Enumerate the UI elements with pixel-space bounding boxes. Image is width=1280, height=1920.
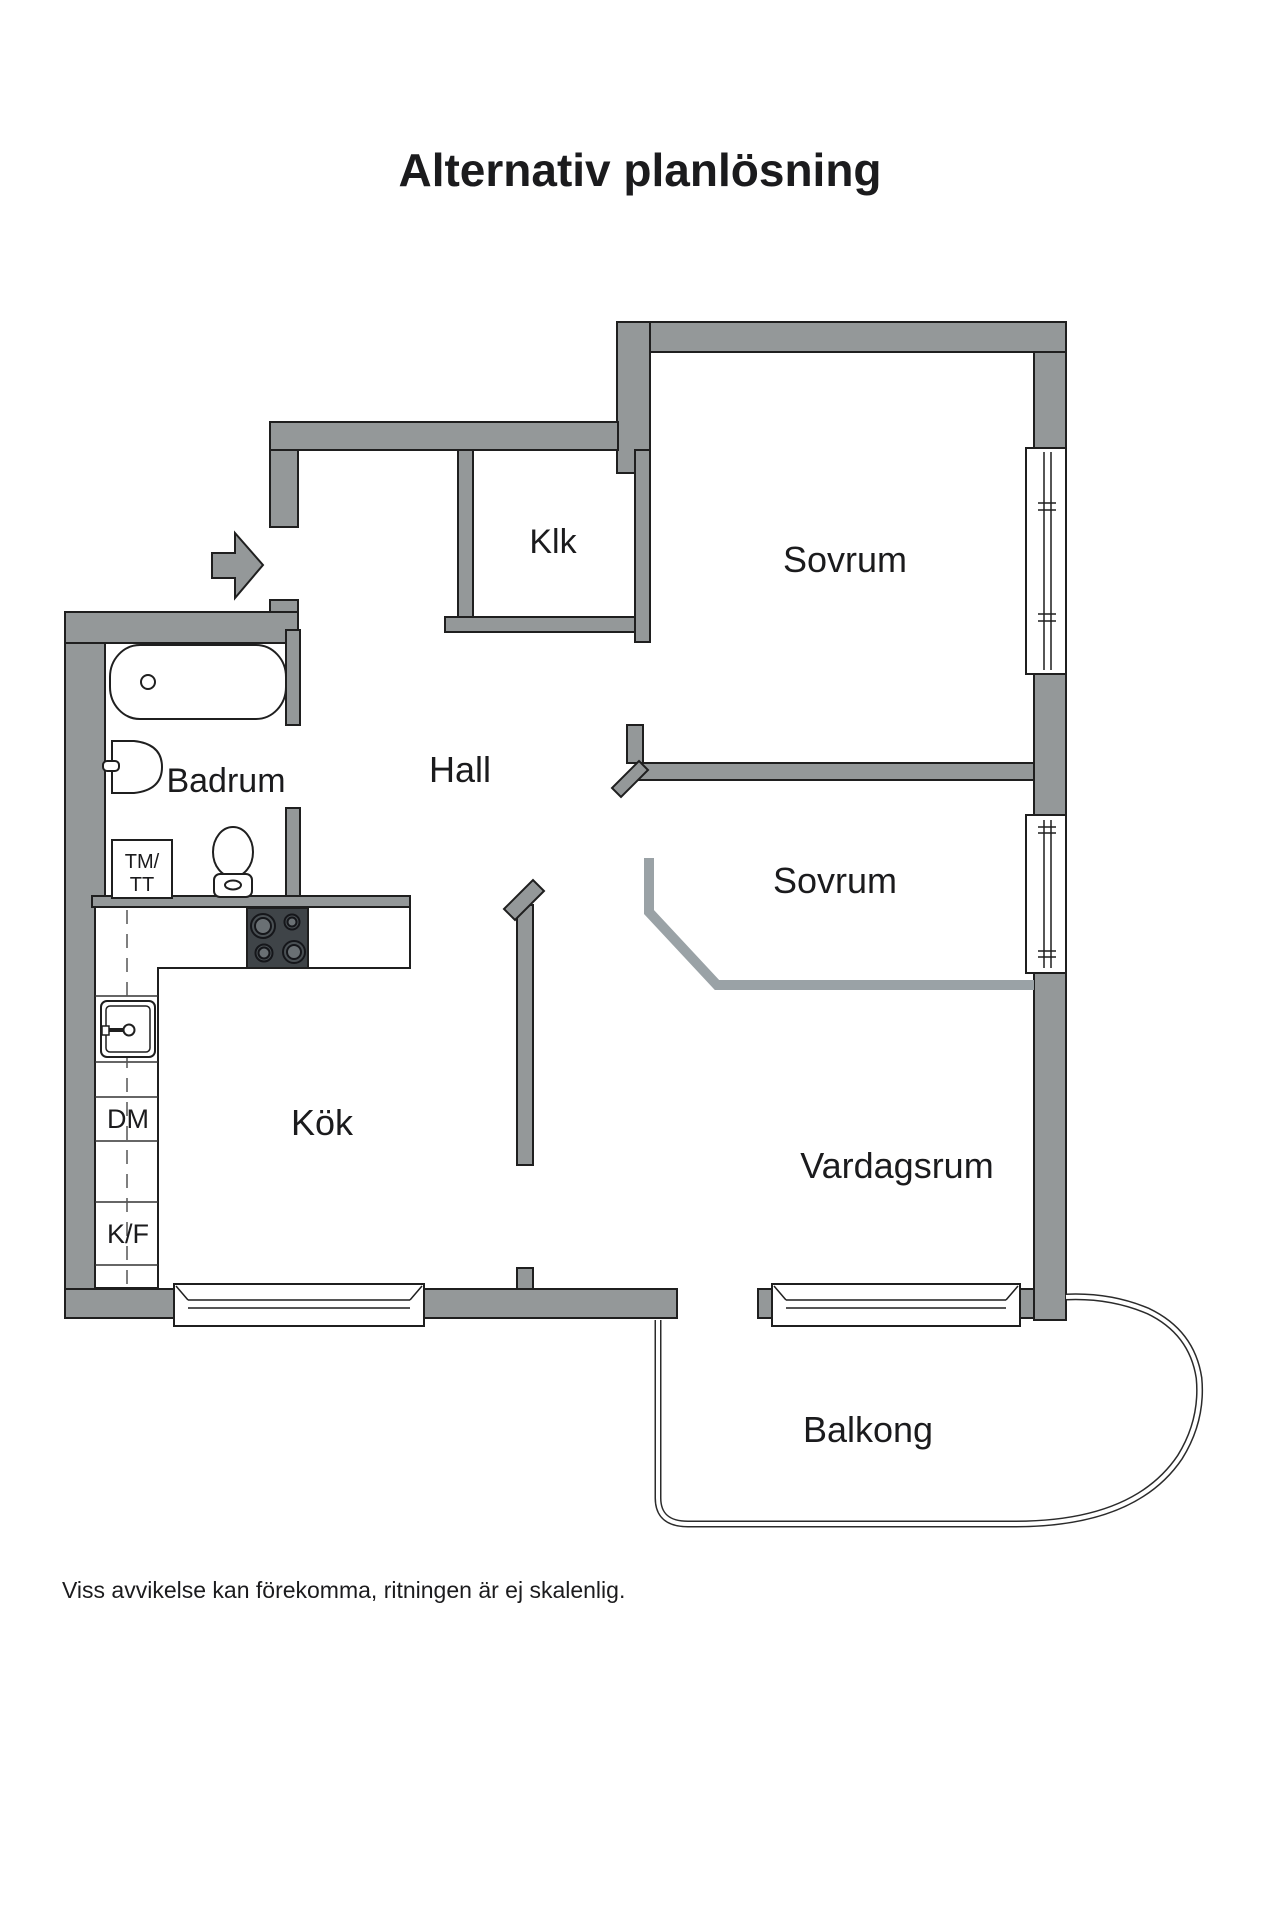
- disclaimer-text: Viss avvikelse kan förekomma, ritningen är ej skalenlig.: [62, 1577, 626, 1603]
- wall-klk-bottom: [445, 617, 650, 632]
- entry-arrow-icon: [212, 533, 263, 598]
- wall-bottom-left: [65, 1289, 177, 1318]
- window-kok: [174, 1284, 424, 1326]
- wall-klk-left: [458, 450, 473, 632]
- wall-badrum-top: [65, 612, 298, 643]
- wall-hall-top: [270, 422, 618, 450]
- toilet-bowl-icon: [213, 827, 253, 877]
- toilet-button-icon: [225, 881, 241, 890]
- wall-sovrum-top: [617, 322, 1066, 352]
- wall-sovrum-divider: [638, 763, 1034, 780]
- window-vardagsrum: [772, 1284, 1020, 1326]
- room-label-vardagsrum: Vardagsrum: [800, 1145, 994, 1186]
- room-label-klk: Klk: [529, 523, 577, 561]
- room-label-badrum: Badrum: [166, 762, 286, 800]
- room-label-kok: Kök: [290, 1102, 354, 1143]
- wall-sovrum-door-jamb: [627, 725, 643, 763]
- wall-central-jamb: [517, 1268, 533, 1289]
- sink-tap-icon: [103, 761, 119, 771]
- appliance-label-kf: K/F: [106, 1219, 150, 1249]
- wall-badrum-right-upper: [286, 630, 300, 725]
- room-label-sovrum1: Sovrum: [782, 539, 908, 580]
- page-title: Alternativ planlösning: [398, 144, 882, 196]
- window-sovrum1: [1026, 448, 1066, 674]
- bathtub-drain-icon: [141, 675, 155, 689]
- windows: [174, 448, 1066, 1326]
- wall-badrum-right-lower: [286, 808, 300, 907]
- room-label-hall: Hall: [428, 749, 492, 790]
- window-sovrum2: [1026, 815, 1066, 973]
- appliance-label-tt: TT: [129, 874, 155, 896]
- wall-entry-upper: [270, 450, 298, 527]
- appliance-label-dm: DM: [107, 1104, 149, 1134]
- room-label-sovrum2: Sovrum: [772, 860, 898, 901]
- wall-klk-right: [635, 450, 650, 642]
- room-label-balkong: Balkong: [802, 1409, 934, 1450]
- labels: [62, 144, 994, 1603]
- wall-bottom-middle: [422, 1289, 677, 1318]
- bathtub-icon: [110, 645, 286, 719]
- wall-central: [517, 905, 533, 1165]
- kitchen-sink-icon: [101, 1001, 155, 1057]
- appliance-label-tm: TM/: [124, 851, 160, 873]
